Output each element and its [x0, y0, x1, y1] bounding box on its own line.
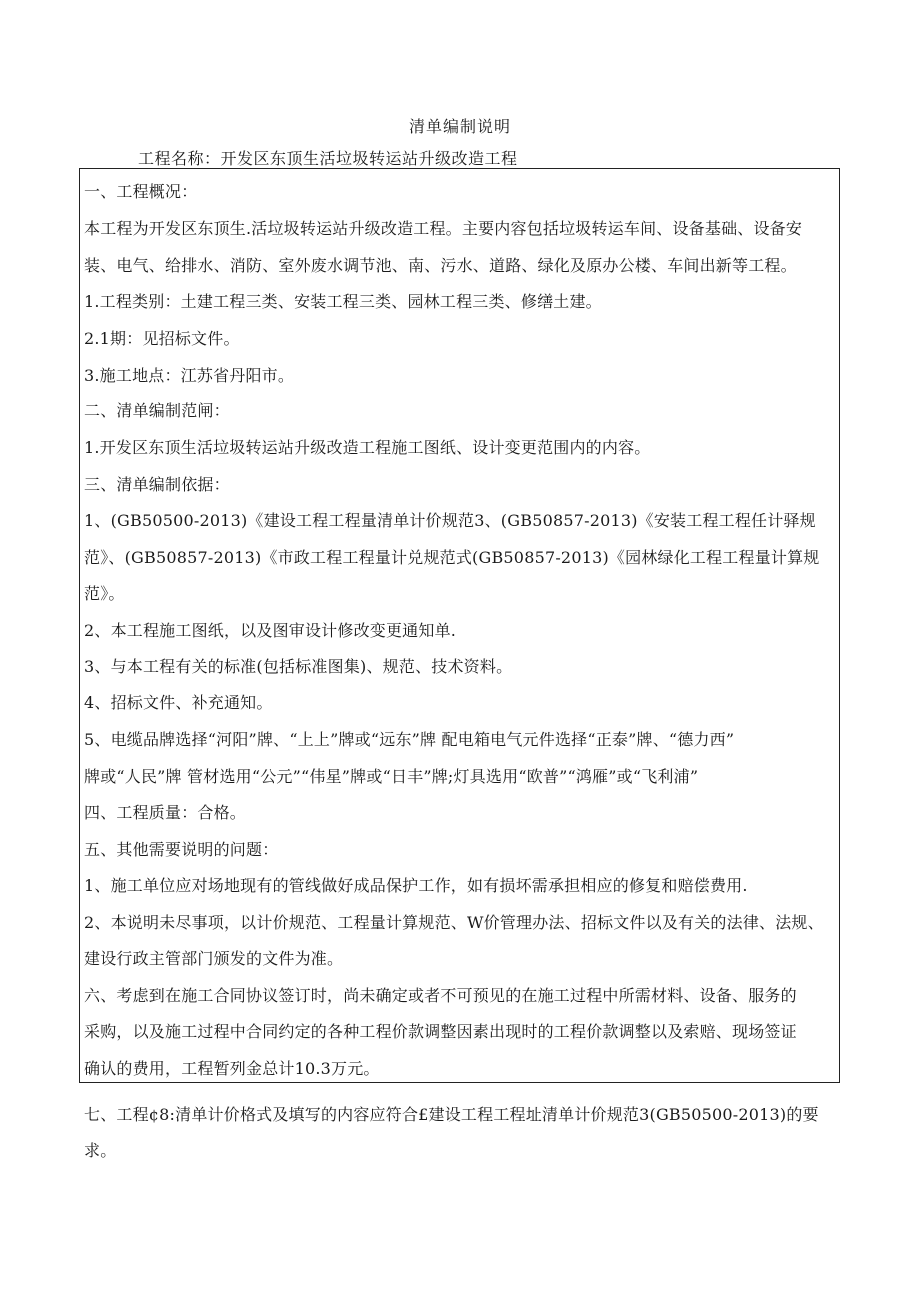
- paragraph-line: 本工程为开发区东顶生.活垃圾转运站升级改造工程。主要内容包括垃圾转运车间、设备基础、设备安: [84, 219, 803, 238]
- list-item: 1、施工单位应对场地现有的管线做好成品保护工作，如有损坏需承担相应的修复和赔偿费用.: [84, 876, 748, 895]
- paragraph-line: 确认的费用，工程暂列金总计10.3万元。: [84, 1059, 380, 1078]
- list-item: 1.工程类别：土建工程三类、安装工程三类、园林工程三类、修缮土建。: [84, 292, 602, 311]
- paragraph-line: 装、电气、给排水、消防、室外废水调节池、南、污水、道路、绿化及原办公楼、车间出新等工程。: [84, 256, 797, 275]
- document-title: 清单编制说明: [408, 117, 511, 136]
- list-item: 范》。: [84, 584, 125, 603]
- list-item: 2、本说明未尽事项，以计价规范、工程量计算规范、W价管理办法、招标文件以及有关的法律、法规、: [84, 913, 824, 932]
- list-item: 3、与本工程有关的标准(包括标准图集)、规范、技术资料。: [84, 657, 513, 676]
- list-item: 范》、(GB50857-2013)《市政工程工程量计兑规范式(GB50857-2013)《园林绿化工程工程量计算规: [84, 548, 820, 567]
- list-item: 4、招标文件、补充通知。: [84, 693, 273, 712]
- section-heading-basis: 三、清单编制依据：: [84, 475, 230, 494]
- paragraph-line: 采购，以及施工过程中合同约定的各种工程价款调整因素出现时的工程价款调整以及索赔、现场签证: [84, 1022, 797, 1041]
- list-item: 5、电缆品牌选择“河阳”牌、“上上”牌或“远东”牌 配电箱电气元件选择“正泰”牌、“德力西”: [84, 730, 735, 749]
- section-heading-provisional: 六、考虑到在施工合同协议签订时，尚未确定或者不可预见的在施工过程中所需材料、设备、服务的: [84, 986, 797, 1005]
- section-heading-scope: 二、清单编制范闸：: [84, 401, 230, 420]
- section-heading-format: 七、工程¢8:清单计价格式及填写的内容应符合£建设工程工程址清单计价规范3(GB50500-2013)的要: [84, 1105, 819, 1124]
- section-heading-other: 五、其他需要说明的问题：: [84, 840, 279, 859]
- section-heading-quality: 四、工程质量：合格。: [84, 803, 247, 822]
- section-heading-overview: 一、工程概况：: [84, 182, 198, 201]
- list-item: 2.1期：见招标文件。: [84, 329, 240, 348]
- paragraph-line: 求。: [84, 1141, 117, 1160]
- list-item: 建设行政主管部门颁发的文件为准。: [84, 949, 344, 968]
- list-item: 3.施工地点：江苏省丹阳市。: [84, 366, 295, 385]
- list-item: 1、(GB50500-2013)《建设工程工程量清单计价规范3、(GB50857-2013)《安装工程工程任计驿规: [84, 511, 816, 530]
- list-item: 牌或“人民”牌 管材选用“公元”“伟星”牌或“日丰”牌;灯具选用“欧普”“鸿雁”或“飞利浦”: [84, 767, 699, 786]
- list-item: 1.开发区东顶生活垃圾转运站升级改造工程施工图纸、设计变更范围内的内容。: [84, 438, 651, 457]
- list-item: 2、本工程施工图纸，以及图审设计修改变更通知单.: [84, 621, 457, 640]
- project-name: 工程名称：开发区东顶生活垃圾转运站升级改造工程: [138, 149, 518, 168]
